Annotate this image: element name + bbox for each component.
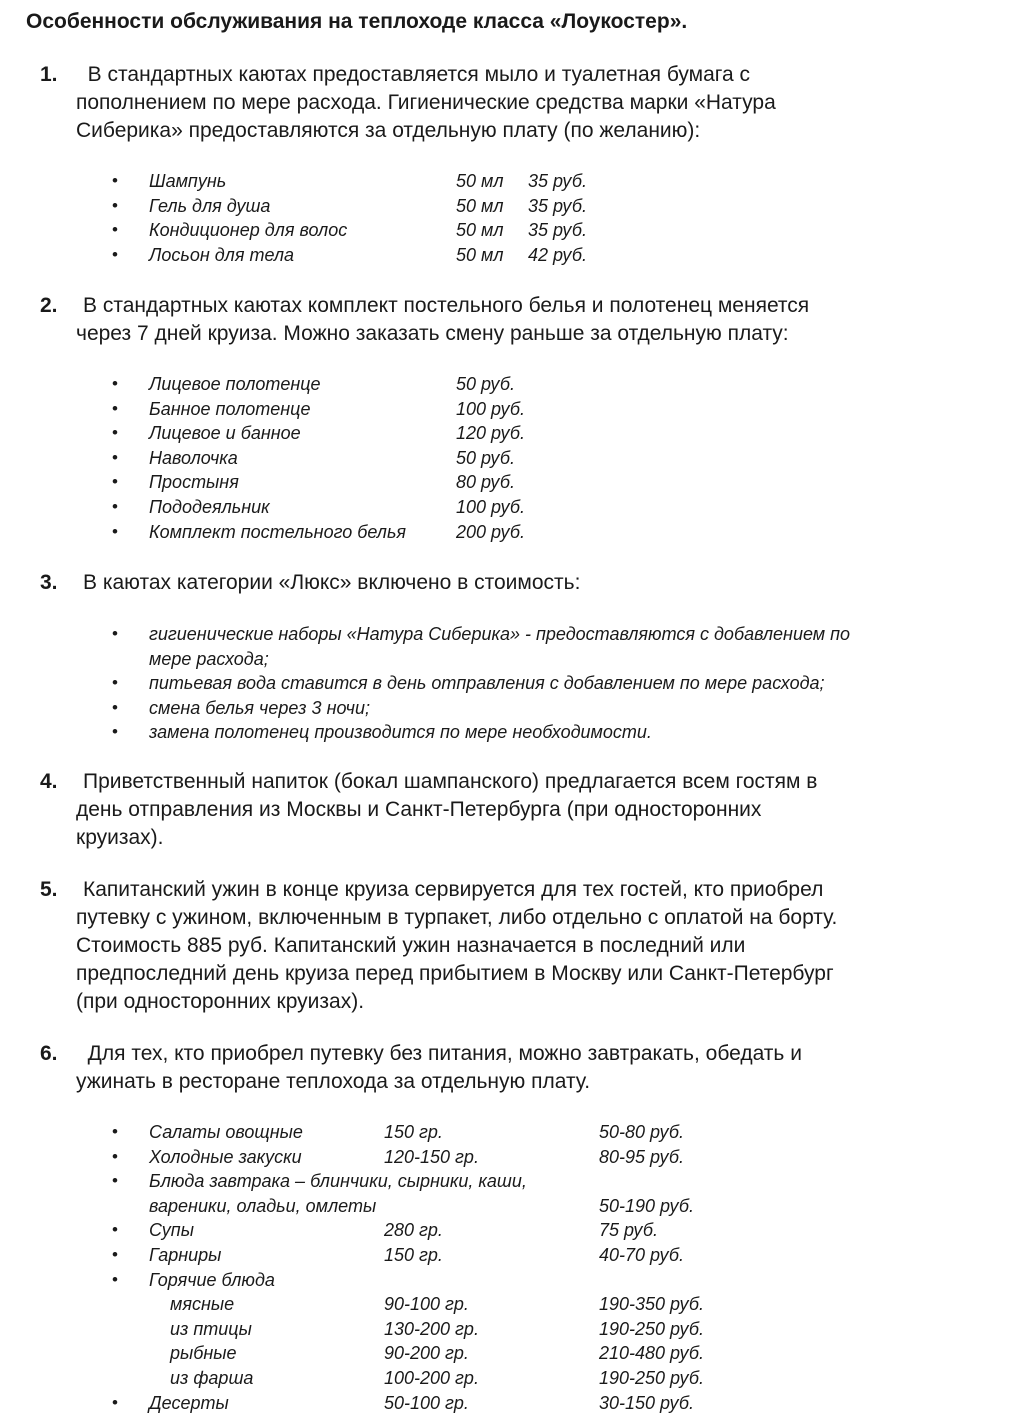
list-item: [0, 218, 1024, 243]
item-price: 100 руб.: [456, 398, 525, 419]
text-line: Приветственный напиток (бокал шампанского) предлагается всем гостям в: [83, 770, 818, 793]
section-number: 4.: [40, 770, 58, 793]
item-price: 190-350 руб.: [599, 1294, 704, 1315]
item-price: 200 руб.: [456, 521, 525, 542]
text-line: предпоследний день круиза перед прибытием в Москву или Санкт-Петербург: [76, 962, 834, 985]
text-line: В стандартных каютах предоставляется мыло и туалетная бумага с: [76, 63, 750, 86]
list-item: [0, 696, 1024, 721]
text-line: В каютах категории «Люкс» включено в стоимость:: [83, 571, 581, 594]
item-name: Банное полотенце: [149, 398, 311, 419]
list-item: [0, 622, 1024, 671]
text-line: Сиберика» предоставляются за отдельную плату (по желанию):: [76, 119, 701, 142]
list-item: [0, 1169, 1024, 1194]
item-weight: 120-150 гр.: [384, 1146, 479, 1167]
list-item: [0, 194, 1024, 219]
bullet-icon: •: [112, 244, 118, 264]
section-number: 6.: [40, 1042, 58, 1065]
item-name: мясные: [170, 1294, 235, 1315]
item-price: 100 руб.: [456, 496, 525, 517]
text-line: путевку с ужином, включенным в турпакет, либо отдельно с оплатой на борту.: [76, 906, 838, 929]
list-item-continuation: [0, 1194, 1024, 1219]
bullet-icon: •: [112, 521, 118, 541]
text-line: круизах).: [76, 826, 164, 849]
list-subitem: [0, 1341, 1024, 1366]
item-name: Лицевое полотенце: [149, 374, 321, 394]
item-volume: 50 мл: [456, 171, 504, 191]
bullet-icon: •: [112, 673, 118, 693]
item-name: Комплект постельного белья: [149, 521, 407, 542]
item-text-line: смена белья через 3 ночи;: [149, 697, 371, 718]
text-line: Стоимость 885 руб. Капитанский ужин назначается в последний или: [76, 934, 746, 957]
list-item: [0, 495, 1024, 520]
item-volume: 50 мл: [456, 220, 504, 241]
item-name: из птицы: [170, 1318, 252, 1339]
section-number: 5.: [40, 878, 58, 901]
item-name: Горячие блюда: [149, 1269, 275, 1290]
text-line: В стандартных каютах комплект постельного белья и полотенец меняется: [83, 294, 810, 317]
list-item: [0, 720, 1024, 745]
bullet-icon: •: [112, 1122, 118, 1141]
bullet-icon: •: [112, 447, 118, 467]
section-number: 1.: [40, 63, 58, 86]
bullet-icon: •: [112, 171, 118, 190]
item-name: Блюда завтрака – блинчики, сырники, каши,: [149, 1171, 527, 1192]
bullet-icon: •: [112, 1146, 118, 1166]
item-price: 80-95 руб.: [599, 1146, 684, 1167]
text-line: ужинать в ресторане теплохода за отдельную плату.: [76, 1070, 591, 1093]
section-text: [76, 61, 1006, 145]
bullet-icon: •: [112, 1220, 118, 1240]
item-price: 210-480 руб.: [599, 1343, 704, 1364]
hygiene-price-list: [0, 169, 1024, 267]
section-text: [76, 292, 1013, 348]
item-text-line: мере расхода;: [149, 648, 269, 669]
bullet-icon: •: [112, 697, 118, 717]
section-text: [76, 876, 1013, 1016]
item-name: Лицевое и банное: [149, 423, 301, 444]
item-price: 75 руб.: [599, 1220, 658, 1241]
item-weight: 280 гр.: [384, 1220, 443, 1241]
bullet-icon: •: [112, 472, 118, 492]
item-price: 35 руб.: [528, 195, 587, 216]
item-volume: 50 мл: [456, 195, 504, 216]
text-line: через 7 дней круиза. Можно заказать смену раньше за отдельную плату:: [76, 322, 789, 345]
bullet-icon: •: [112, 722, 118, 742]
item-name: из фарша: [170, 1367, 254, 1388]
list-item: [0, 470, 1024, 495]
item-text-line: питьевая вода ставится в день отправления с добавлением по мере расхода;: [149, 673, 825, 694]
item-weight: 130-200 гр.: [384, 1318, 479, 1339]
list-item: [0, 1218, 1024, 1243]
list-item: [0, 446, 1024, 471]
item-text: [149, 696, 949, 721]
section-number: 3.: [40, 571, 58, 594]
section-text: [76, 768, 1013, 852]
bullet-icon: •: [112, 496, 118, 516]
item-text: [149, 671, 949, 696]
item-name: Супы: [149, 1220, 194, 1241]
bullet-icon: •: [112, 220, 118, 240]
list-item: [0, 421, 1024, 446]
bullet-icon: •: [112, 398, 118, 418]
list-item: [0, 1391, 1024, 1415]
list-subitem: [0, 1317, 1024, 1342]
item-weight: 90-200 гр.: [384, 1343, 469, 1364]
item-weight: 50-100 гр.: [384, 1392, 469, 1413]
item-price: 50-80 руб.: [599, 1122, 684, 1142]
item-name: вареники, оладьи, омлеты: [149, 1195, 377, 1216]
item-name: Десерты: [149, 1392, 229, 1413]
bullet-icon: •: [112, 1244, 118, 1264]
text-line: Капитанский ужин в конце круиза сервируется для тех гостей, кто приобрел: [83, 878, 824, 901]
item-name: рыбные: [170, 1343, 237, 1364]
item-price: 42 руб.: [528, 244, 587, 265]
item-name: Салаты овощные: [149, 1122, 303, 1142]
item-price: 190-250 руб.: [599, 1367, 704, 1388]
text-line: Для тех, кто приобрел путевку без питания, можно завтракать, обедать и: [76, 1042, 802, 1065]
item-text: [149, 720, 949, 745]
list-item: [0, 397, 1024, 422]
list-item: [0, 520, 1024, 545]
item-price: 50 руб.: [456, 374, 515, 394]
list-item: [0, 243, 1024, 268]
list-item: [0, 1268, 1024, 1293]
bullet-icon: •: [112, 1171, 118, 1191]
item-weight: 90-100 гр.: [384, 1294, 469, 1315]
item-price: 50-190 руб.: [599, 1195, 694, 1216]
item-price: 30-150 руб.: [599, 1392, 694, 1413]
item-name: Лосьон для тела: [149, 244, 295, 265]
bullet-icon: •: [112, 195, 118, 215]
item-volume: 50 мл: [456, 244, 504, 265]
list-item: [0, 1120, 1024, 1145]
item-price: 40-70 руб.: [599, 1244, 684, 1265]
item-price: 80 руб.: [456, 472, 515, 493]
item-name: Простыня: [149, 472, 239, 493]
list-subitem: [0, 1292, 1024, 1317]
section-number: 2.: [40, 294, 58, 317]
text-line: пополнением по мере расхода. Гигиенические средства марки «Натура: [76, 91, 776, 114]
section-text: [83, 569, 1013, 597]
item-text: [149, 622, 949, 671]
bullet-icon: •: [112, 423, 118, 443]
bullet-icon: •: [112, 374, 118, 393]
item-name: Шампунь: [149, 171, 227, 191]
list-item: [0, 169, 1024, 194]
item-name: Холодные закуски: [149, 1146, 302, 1167]
restaurant-price-list: [0, 1120, 1024, 1415]
item-price: 120 руб.: [456, 423, 525, 444]
item-name: Гарниры: [149, 1244, 222, 1265]
text-line: день отправления из Москвы и Санкт-Петербурга (при односторонних: [76, 798, 762, 821]
item-price: 190-250 руб.: [599, 1318, 704, 1339]
list-item: [0, 1243, 1024, 1268]
item-price: 35 руб.: [528, 220, 587, 241]
list-subitem: [0, 1366, 1024, 1391]
bullet-icon: •: [112, 1269, 118, 1289]
list-item: [0, 671, 1024, 696]
item-text-line: гигиенические наборы «Натура Сиберика» - предоставляются с добавлением по: [149, 624, 851, 644]
item-name: Гель для душа: [149, 195, 271, 216]
bullet-icon: •: [112, 1392, 118, 1412]
item-name: Кондиционер для волос: [149, 220, 348, 241]
list-item: [0, 372, 1024, 397]
bullet-icon: •: [112, 624, 118, 643]
item-text-line: замена полотенец производится по мере необходимости.: [149, 722, 652, 743]
list-item: [0, 1145, 1024, 1170]
lux-inclusions-list: [0, 622, 1024, 745]
item-name: Наволочка: [149, 447, 238, 468]
text-line: (при односторонних круизах).: [76, 990, 365, 1013]
item-weight: 150 гр.: [384, 1244, 443, 1265]
item-price: 50 руб.: [456, 447, 515, 468]
section-text: [76, 1040, 1006, 1096]
item-weight: 150 гр.: [384, 1122, 443, 1142]
item-price: 35 руб.: [528, 171, 587, 191]
linen-price-list: [0, 372, 1024, 544]
item-weight: 100-200 гр.: [384, 1367, 479, 1388]
page-title: Особенности обслуживания на теплоходе класса «Лоукостер».: [26, 10, 688, 33]
item-name: Пододеяльник: [149, 496, 270, 517]
